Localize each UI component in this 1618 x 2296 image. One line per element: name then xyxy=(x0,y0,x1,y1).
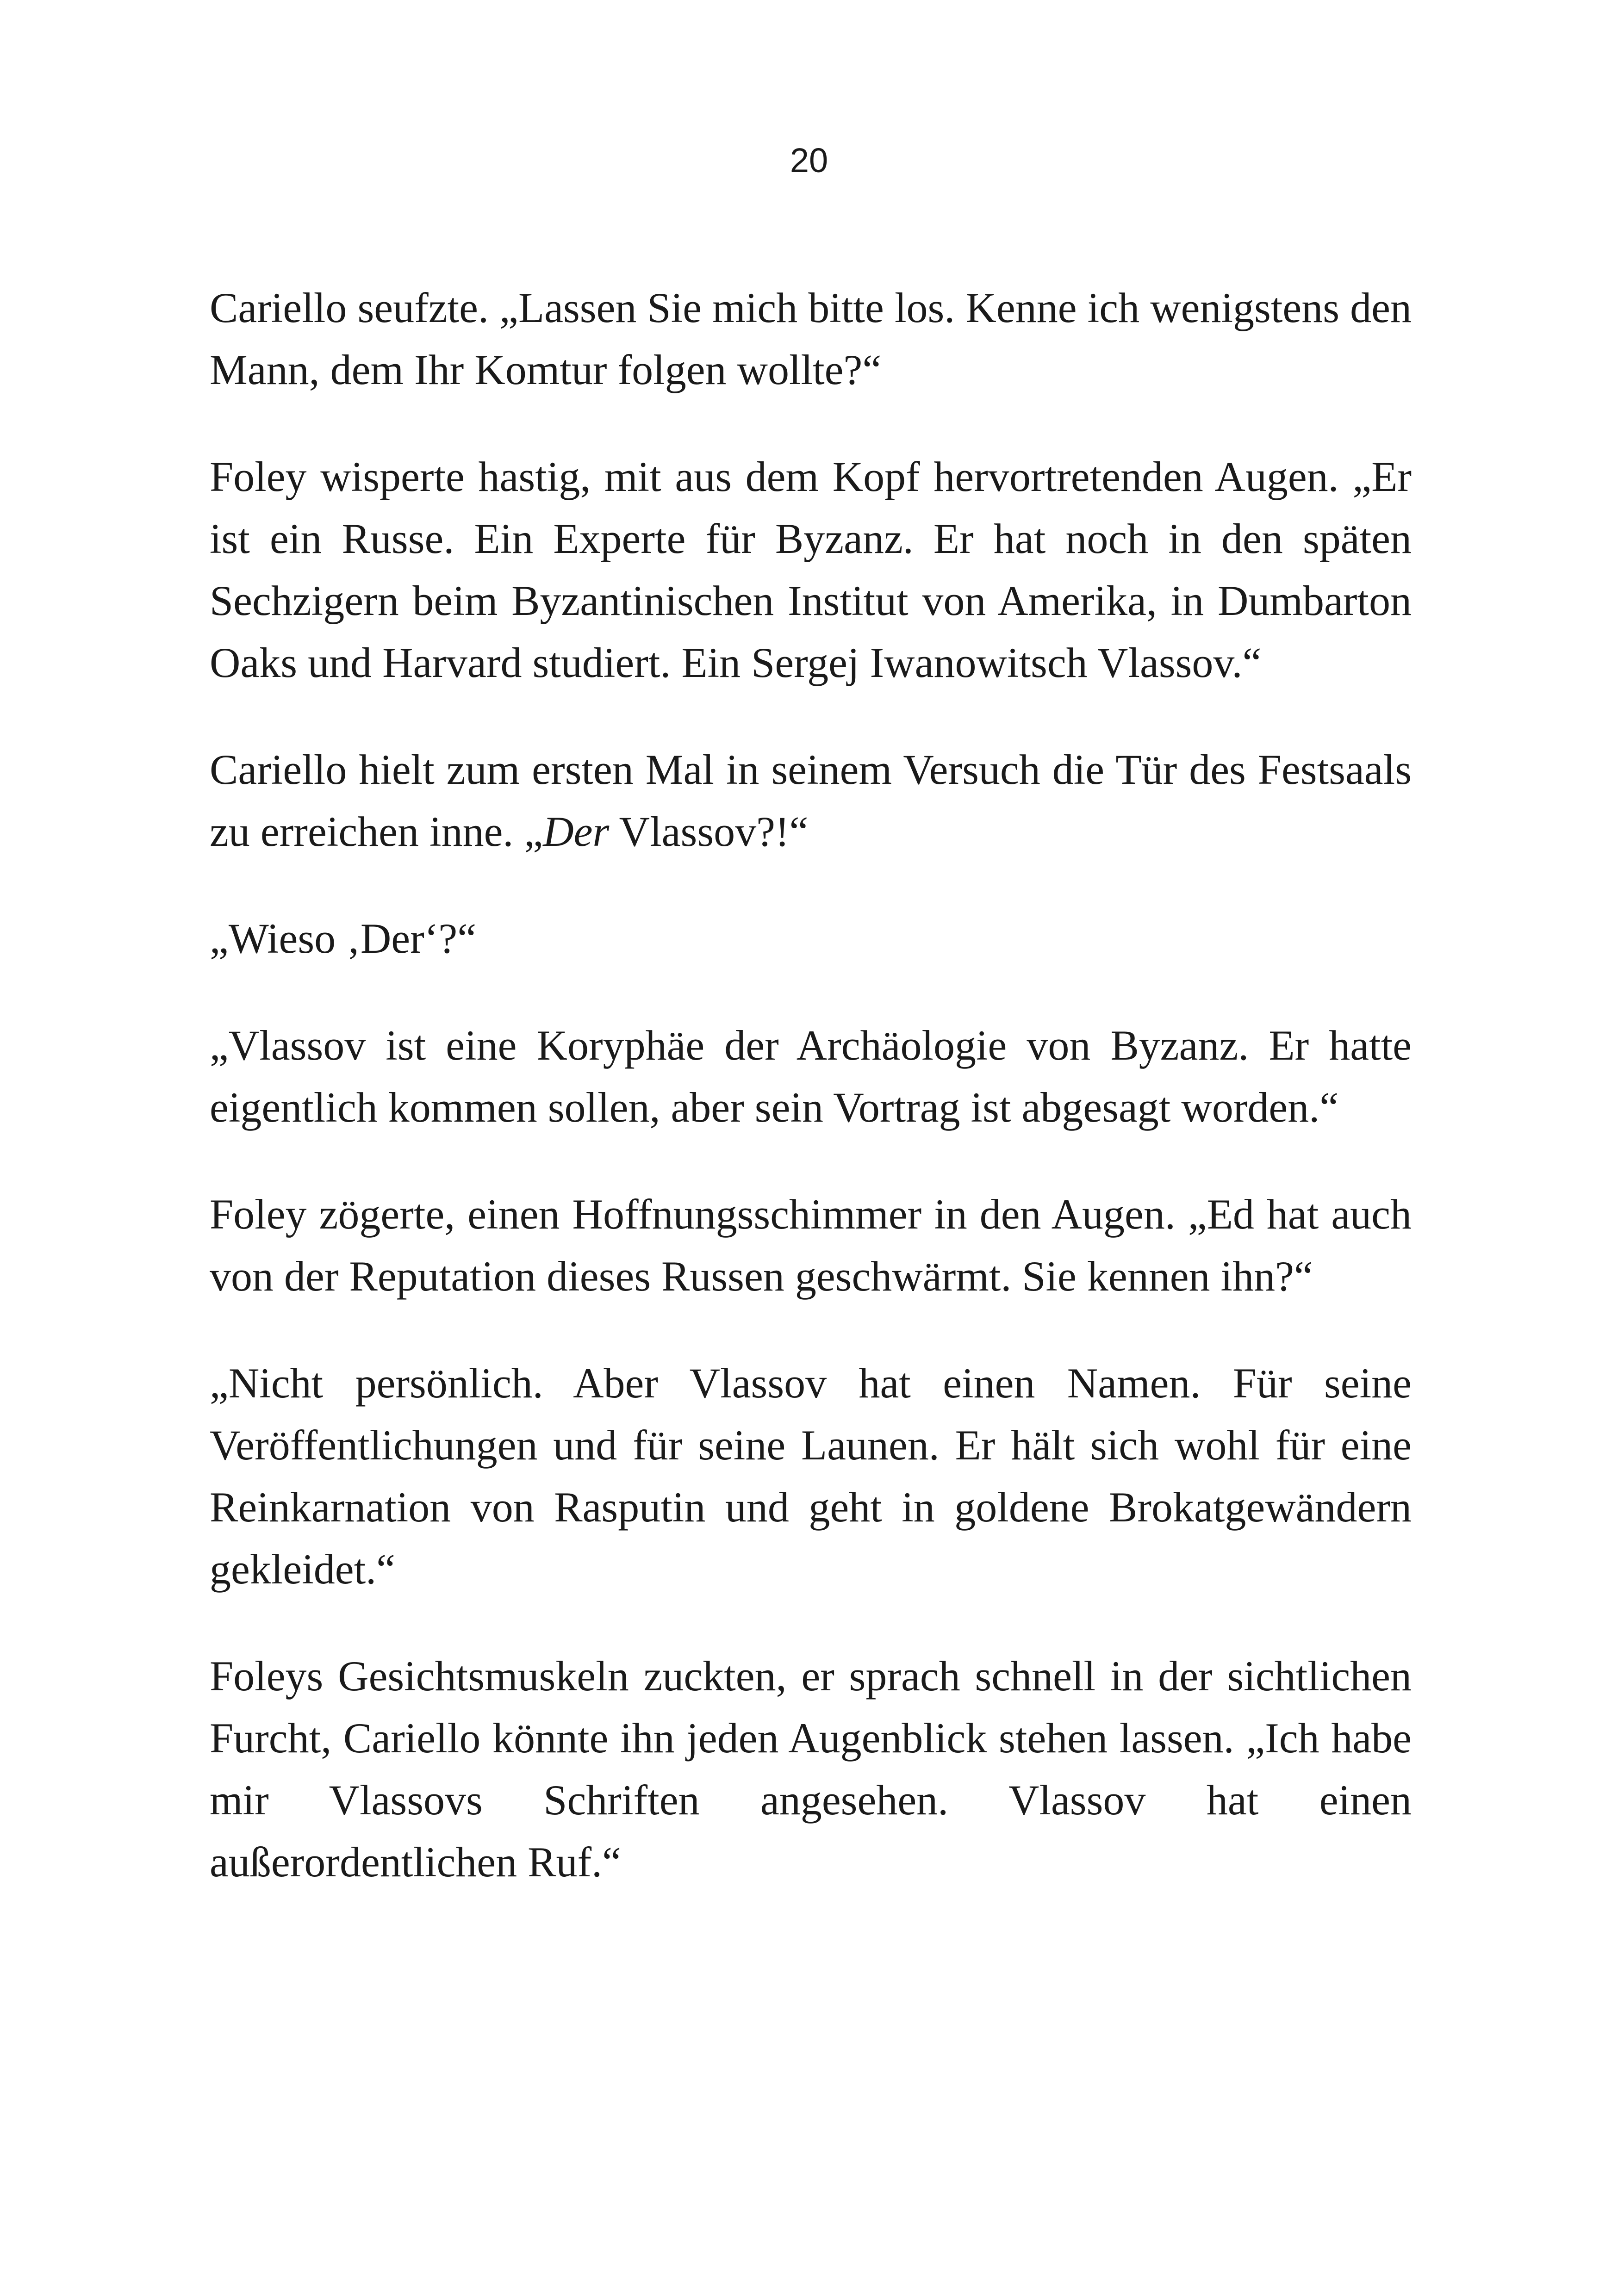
page-number: 20 xyxy=(790,141,828,180)
paragraph-4: „Wieso ‚Der‘?“ xyxy=(210,915,477,962)
paragraph-8: Foleys Gesichtsmuskeln zuckten, er sprach schnell in der sichtlichen Furcht, Cariello könnte ihn jeden Augenblick stehen lassen. „Ich habe mir Vlassovs Schriften angesehen. Vlassov hat einen außerordentlichen Ruf.“ xyxy=(210,1652,1412,1886)
paragraph-3-before: Cariello hielt zum ersten Mal in seinem Versuch die Tür des Festsaals zu erreichen inne. „ xyxy=(210,746,1412,855)
paragraph-6: Foley zögerte, einen Hoffnungsschimmer in den Augen. „Ed hat auch von der Reputation dieses Russen geschwärmt. Sie kennen ihn?“ xyxy=(210,1191,1412,1300)
paragraph-3-after: Vlassov?!“ xyxy=(609,808,809,855)
paragraph-5: „Vlassov ist eine Koryphäe der Archäologie von Byzanz. Er hatte eigentlich kommen sollen, aber sein Vortrag ist abgesagt worden.“ xyxy=(210,1022,1412,1131)
paragraph-7: „Nicht persönlich. Aber Vlassov hat einen Namen. Für seine Veröffentlichungen und für seine Launen. Er hält sich wohl für eine Reinkarnation von Rasputin und geht in goldene Brokatgewändern gekleidet.“ xyxy=(210,1359,1412,1593)
text-body xyxy=(210,277,1412,1938)
paragraph-2: Foley wisperte hastig, mit aus dem Kopf hervortretenden Augen. „Er ist ein Russe. Ein Experte für Byzanz. Er hat noch in den späten Sechzigern beim Byzantinischen Institut von Amerika, in Dumbarton Oaks und Harvard studiert. Ein Sergej Iwanowitsch Vlassov.“ xyxy=(210,453,1412,686)
paragraph-1: Cariello seufzte. „Lassen Sie mich bitte los. Kenne ich wenigstens den Mann, dem Ihr Komtur folgen wollte?“ xyxy=(210,284,1412,393)
paragraph-3 xyxy=(210,738,1412,863)
paragraph-3-italic-word: Der xyxy=(543,808,610,855)
